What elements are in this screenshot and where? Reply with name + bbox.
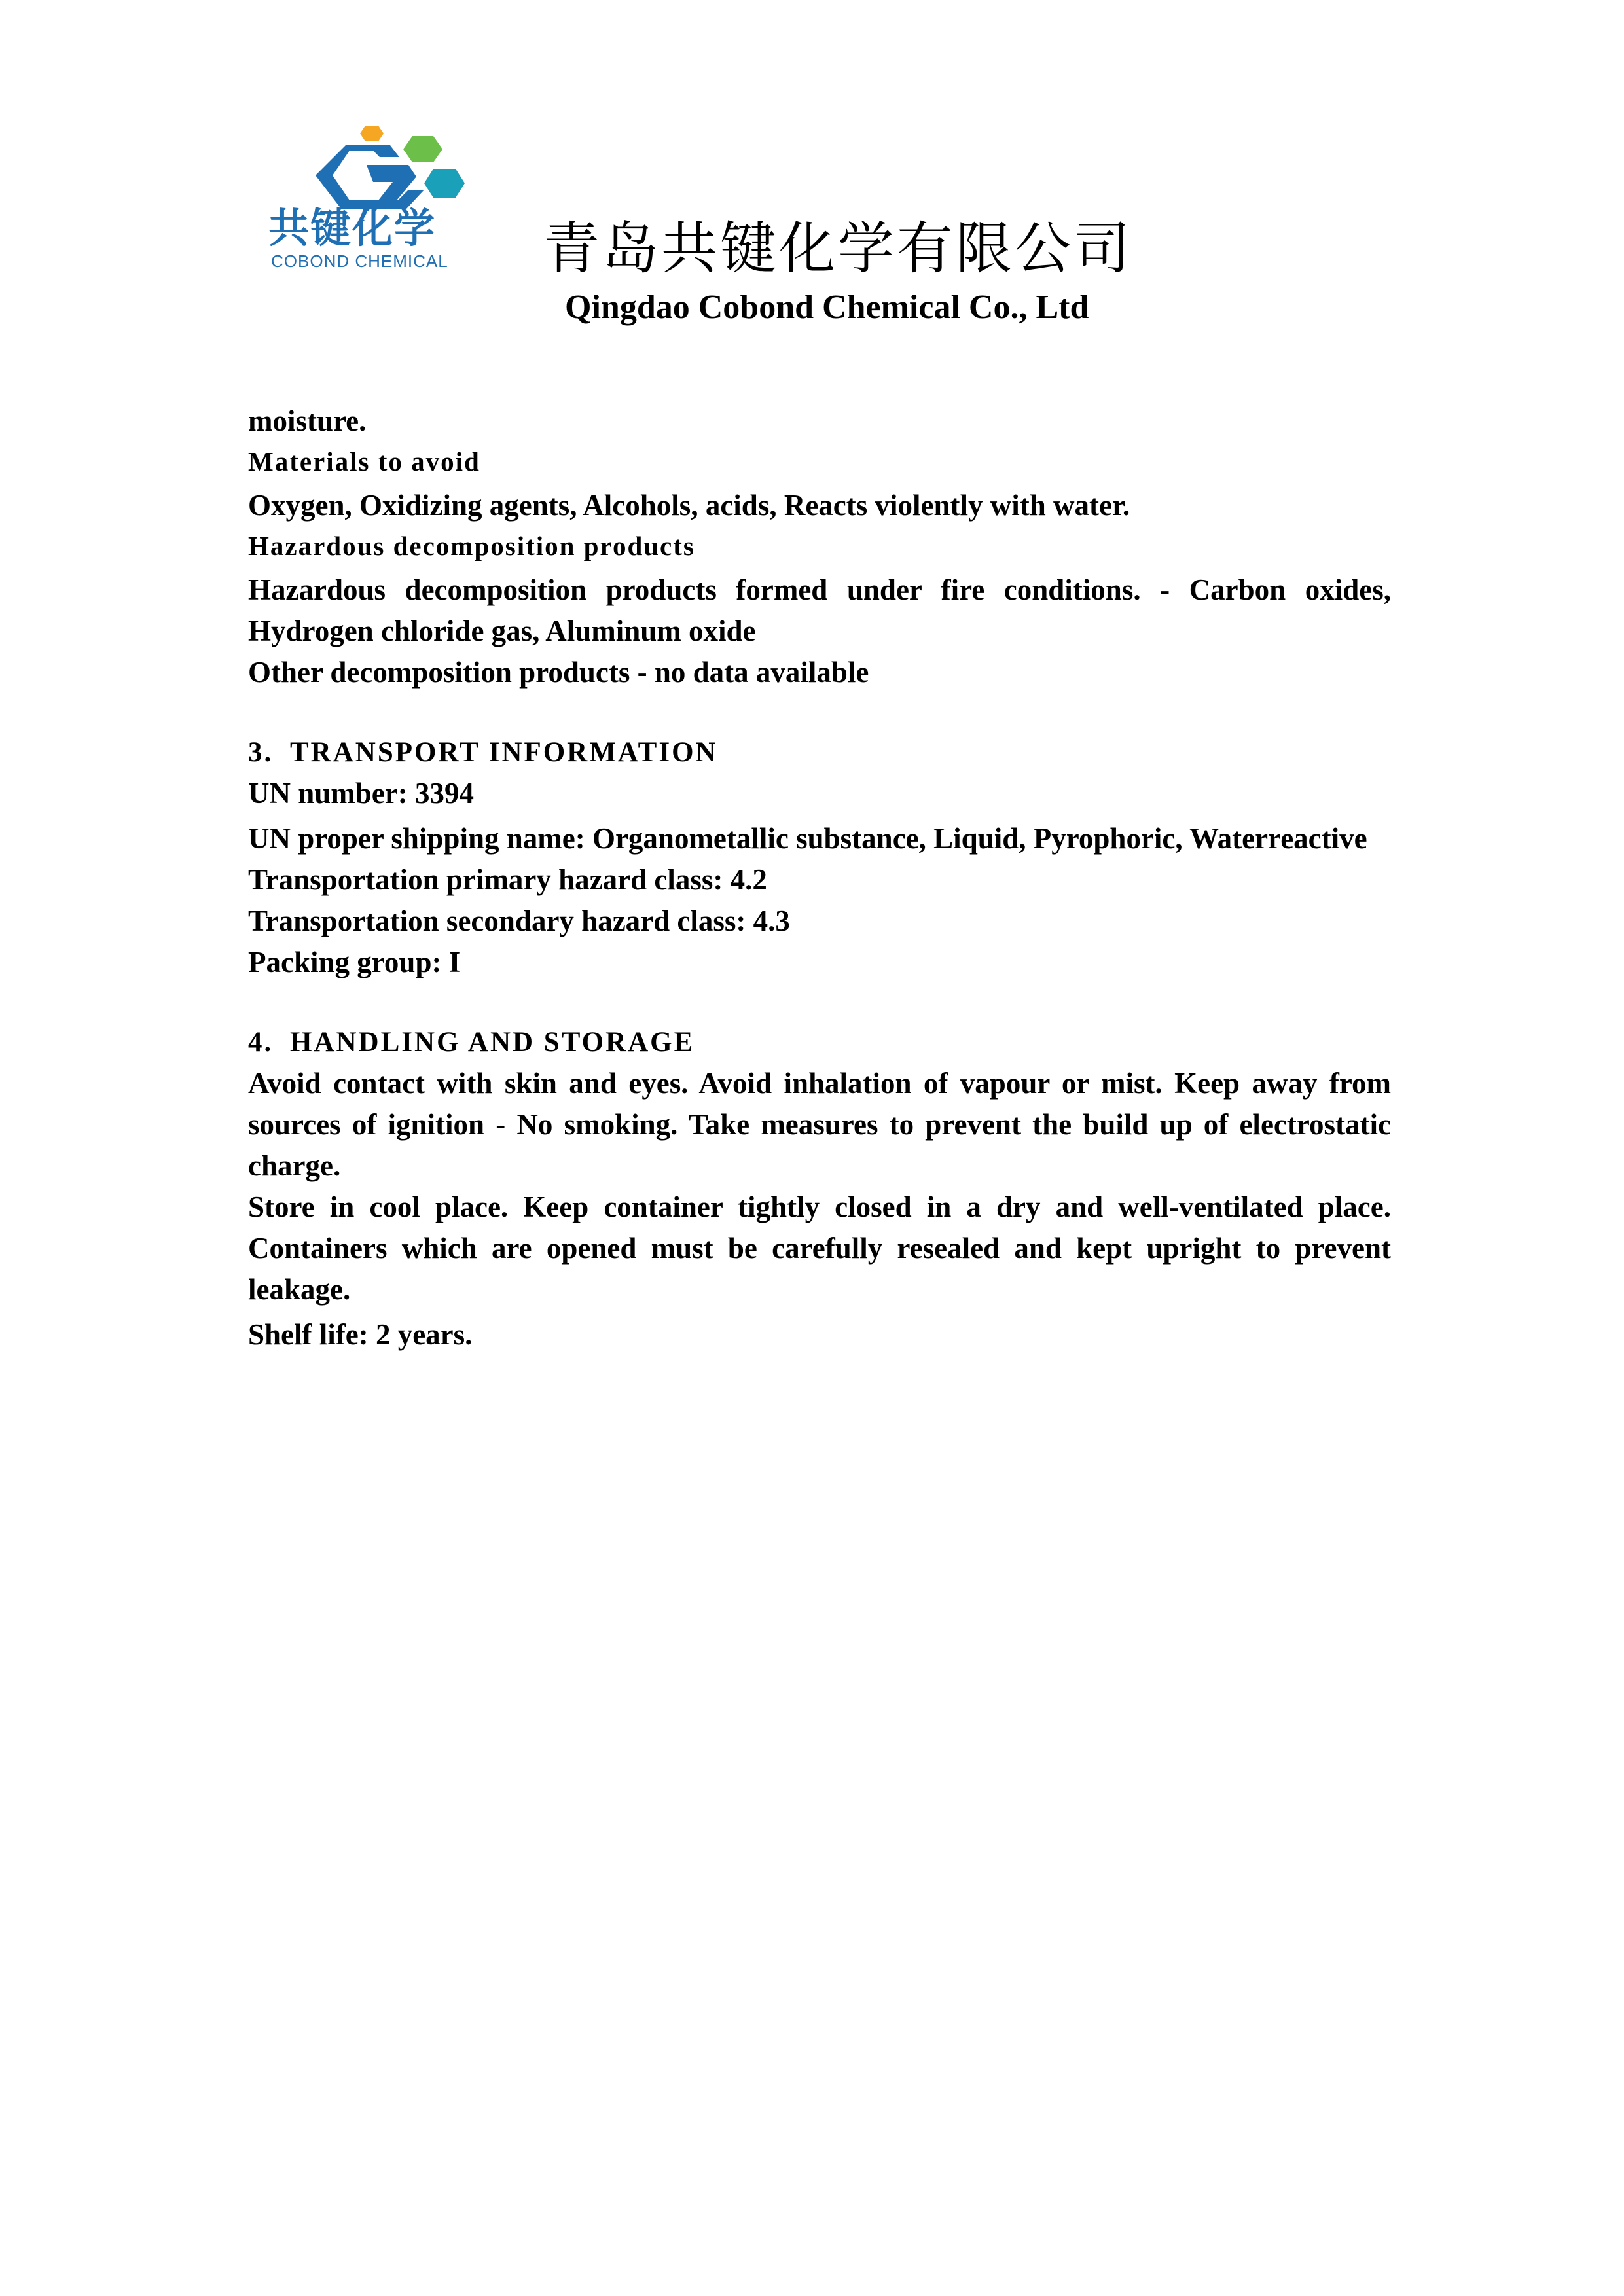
primary-hazard-class: Transportation primary hazard class: 4.2 [248,863,767,896]
shelf-life: Shelf life: 2 years. [248,1318,473,1351]
section-4-title [248,1022,1391,1063]
company-logo [268,122,520,272]
un-number: UN number: 3394 [248,777,474,810]
section-3-number: 3. [248,737,274,768]
secondary-hazard-class: Transportation secondary hazard class: 4.3 [248,905,790,937]
handling-text: Avoid contact with skin and eyes. Avoid inhalation of vapour or mist. Keep away from sources of ignition - No smoking. Take measures to prevent the build up of electrostatic charge. [248,1067,1391,1182]
hazardous-heading: Hazardous decomposition products [248,531,695,561]
logo-english-text: COBOND CHEMICAL [271,251,448,271]
continuation-text: moisture. [248,404,367,437]
section-4-title-text: HANDLING AND STORAGE [290,1027,695,1058]
section-3-title-text: TRANSPORT INFORMATION [290,737,718,768]
section-3-title [248,732,1391,773]
section-4-number: 4. [248,1027,274,1058]
shipping-name: UN proper shipping name: Organometallic substance, Liquid, Pyrophoric, Waterreactive [248,822,1367,855]
other-decomposition-text: Other decomposition products - no data available [248,656,869,689]
document-content [248,401,1391,1355]
packing-group: Packing group: I [248,946,461,978]
hazardous-text: Hazardous decomposition products formed under fire conditions. - Carbon oxides, Hydrogen chloride gas, Aluminum oxide [248,573,1391,647]
company-name-chinese: 青岛共键化学有限公司 [543,216,1132,281]
materials-text: Oxygen, Oxidizing agents, Alcohols, acids, Reacts violently with water. [248,489,1130,522]
materials-heading: Materials to avoid [248,446,480,476]
logo-hexagon-icon [268,122,520,213]
company-name-english: Qingdao Cobond Chemical Co., Ltd [565,289,1089,326]
storage-text: Store in cool place. Keep container tightly closed in a dry and well-ventilated place. Containers which are opened must be carefully resealed and kept upright to prevent leakage. [248,1191,1391,1306]
logo-chinese-text: 共键化学 [268,204,437,252]
